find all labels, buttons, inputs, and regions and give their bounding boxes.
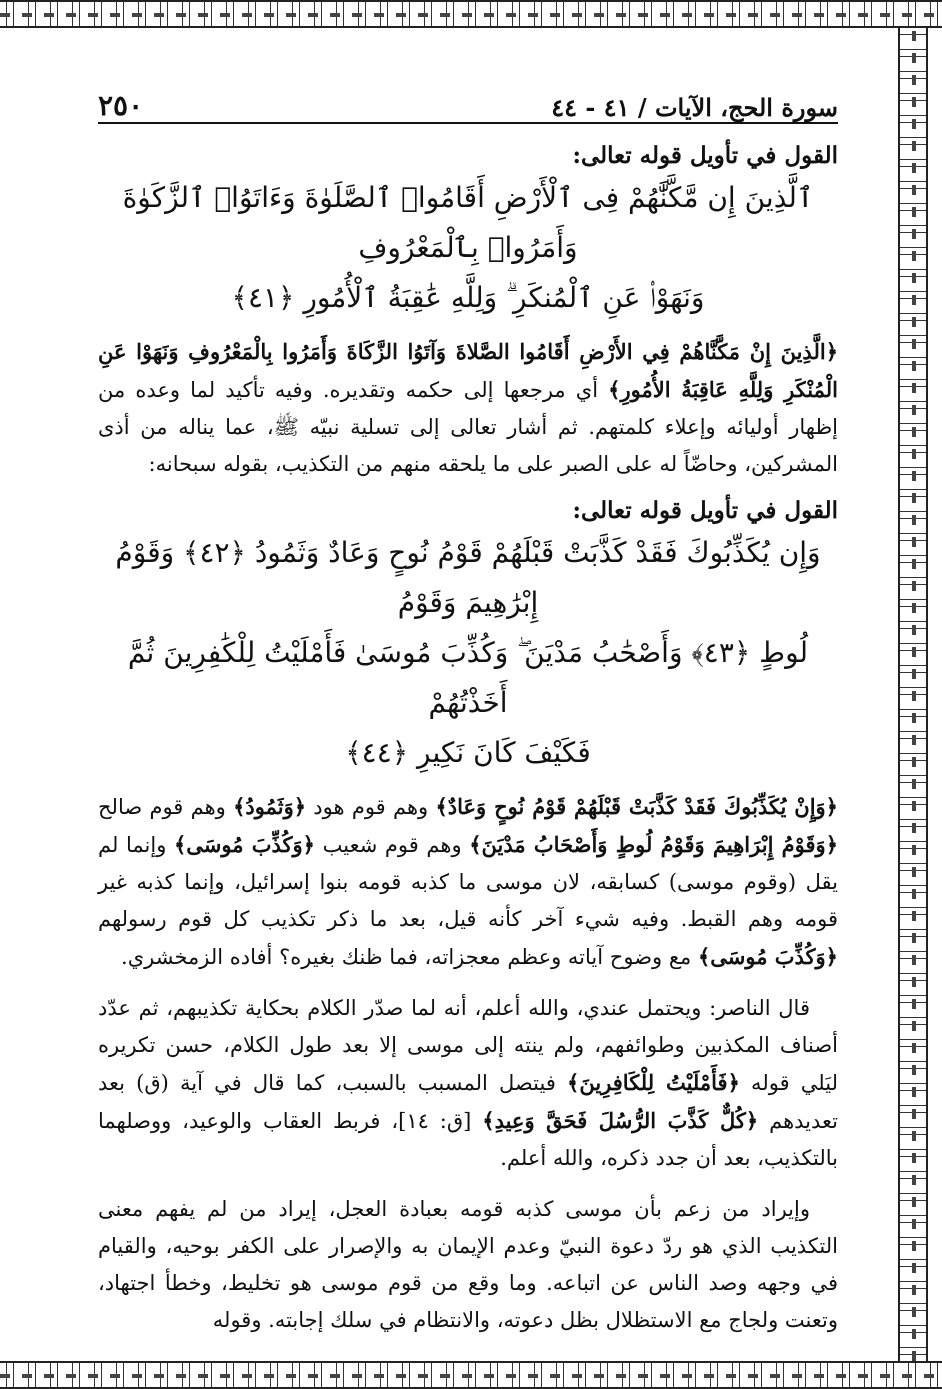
- side-border-ornament: [898, 28, 928, 1361]
- quoted-verse: ﴿وَإِنْ يُكَذِّبُوكَ فَقَدْ كَذَّبَتْ قَبْلَهُمْ قَوْمُ نُوحٍ وَعَادٌ﴾: [435, 794, 838, 819]
- page-number: ٢٥٠: [98, 89, 144, 122]
- verse-line: وَنَهَوْا۟ عَنِ ٱلْمُنكَرِ ۗ وَلِلَّهِ عَٰقِبَةُ ٱلْأُمُورِ ﴿٤١﴾: [231, 281, 705, 314]
- quoted-verse: ﴿الَّذِينَ إِنْ مَكَّنَّاهُمْ فِي الأَرْضِ أَقَامُوا الصَّلاةَ وَآتَوُا الزَّكَاةَ وَأَمَرُوا بِالْمَعْرُوفِ وَنَهَوْا عَنِ الْمُنْكَرِ وَلِلَّهِ عَاقِبَةُ الأُمُورِ﴾: [98, 339, 838, 402]
- section-heading-2: القول في تأويل قوله تعالى:: [572, 497, 838, 524]
- quoted-verse: ﴿وَقَوْمُ إِبْرَاهِيمَ وَقَوْمُ لُوطٍ وَأَصْحَابُ مَدْيَنَ﴾: [469, 832, 838, 857]
- quoted-verse: ﴿وَكُذِّبَ مُوسَى﴾: [697, 944, 838, 969]
- book-page: [98, 70, 838, 1350]
- quran-verse-block-2: [108, 528, 828, 778]
- quoted-verse: ﴿فَأَمْلَيْتُ لِلْكَافِرِينَ﴾: [567, 1070, 740, 1095]
- quoted-verse: ﴿كُلٌّ كَذَّبَ الرُّسُلَ فَحَقَّ وَعِيدِ﴾: [482, 1108, 759, 1133]
- verse-line: فَكَيْفَ كَانَ نَكِيرِ ﴿٤٤﴾: [345, 736, 591, 769]
- commentary-paragraph-1: [98, 333, 838, 483]
- top-border-ornament: [0, 0, 942, 28]
- commentary-text: وإنما لم يقل (وقوم موسى) كسابقه، لان موسى ما كذبه قومه بنوا إسرائيل، وإنما كذبه غير قومه وهم القبط. وفيه شيء آخر كأنه قيل، بعد ما ذكر تكذيب كل قوم رسولهم: [98, 833, 838, 931]
- verse-line: ٱلَّذِينَ إِن مَّكَّنَّٰهُمْ فِى ٱلْأَرْضِ أَقَامُوا۟ ٱلصَّلَوٰةَ وَءَاتَوُا۟ ٱلزَّكَوٰةَ وَأَمَرُوا۟ بِٱلْمَعْرُوفِ: [122, 181, 814, 264]
- commentary-paragraph-2: [98, 788, 838, 976]
- commentary-text: قال الناصر: ويحتمل عندي، والله أعلم، أنه لما صدّر الكلام بحكاية تكذيبهم، ثم عدّد أصناف المكذبين وطوائفهم، ولم ينته إلى موسى إلا بعد طول الكلام، حسن تكريره ليَلي قوله: [98, 996, 838, 1095]
- bottom-border-ornament: [0, 1361, 942, 1389]
- commentary-text: مع وضوح آياته وعظم معجزاته، فما ظنك بغيره؟ أفاده الزمخشري.: [121, 945, 698, 969]
- quoted-verse: ﴿وَثَمُودُ﴾: [233, 794, 307, 819]
- commentary-text: وهم قوم صالح: [98, 795, 234, 819]
- verse-line: وَإِن يُكَذِّبُوكَ فَقَدْ كَذَّبَتْ قَبْلَهُمْ قَوْمُ نُوحٍ وَعَادٌ وَثَمُودُ ﴿٤٢﴾ وَقَوْمُ إِبْرَٰهِيمَ وَقَوْمُ: [115, 536, 821, 619]
- commentary-text: وهم قوم شعيب: [314, 833, 470, 857]
- section-heading-1: القول في تأويل قوله تعالى:: [572, 142, 838, 169]
- commentary-paragraph-4: وإيراد من زعم بأن موسى كذبه قومه بعبادة العجل، إيراد من لم يفهم معنى التكذيب الذي هو ردّ دعوة النبيّ وعدم الإيمان به والإصرار على الكفر بوحيه، والقيام في وجهه وصد الناس عن اتباعه. وما وقع من قوم موسى هو تخليط، وخطأ اجتهاد، وتعنت ولجاج مع الاستظلال بظل دعوته، والانتظام في سلك إجابته. وقوله: [98, 1197, 838, 1332]
- quran-verse-block-1: [108, 173, 828, 323]
- commentary-text: أي مرجعها إلى حكمه وتقديره. وفيه تأكيد لما وعده من إظهار أوليائه وإعلاء كلمتهم. ثم أشار تعالى إلى تسلية نبيّه ﷺ، عما يناله من أذى المشركين، وحاضّاً له على الصبر على ما يلحقه منهم من التكذيب، بقوله سبحانه:: [98, 378, 838, 476]
- commentary-text: فيتصل المسبب بالسبب، كما قال في آية (ق) بعد تعديدهم: [98, 1071, 839, 1133]
- quoted-verse: ﴿وَكُذِّبَ مُوسَى﴾: [173, 832, 315, 857]
- commentary-text: وهم قوم هود: [306, 795, 436, 819]
- page-header: [98, 70, 838, 124]
- verse-line: لُوطٍ ﴿٤٣﴾ وَأَصْحَٰبُ مَدْيَنَ ۖ وَكُذِّبَ مُوسَىٰ فَأَمْلَيْتُ لِلْكَٰفِرِينَ ثُمَّ أَخَذْتُهُمْ: [127, 636, 809, 719]
- commentary-paragraph-3: [98, 990, 838, 1177]
- running-head: سورة الحج، الآيات / ٤١ - ٤٤: [551, 93, 838, 122]
- commentary-text: [ق: ١٤]، فربط العقاب والوعيد، ووصلهما بالتكذيب، بعد أن جدد ذكره، والله أعلم.: [98, 1109, 838, 1170]
